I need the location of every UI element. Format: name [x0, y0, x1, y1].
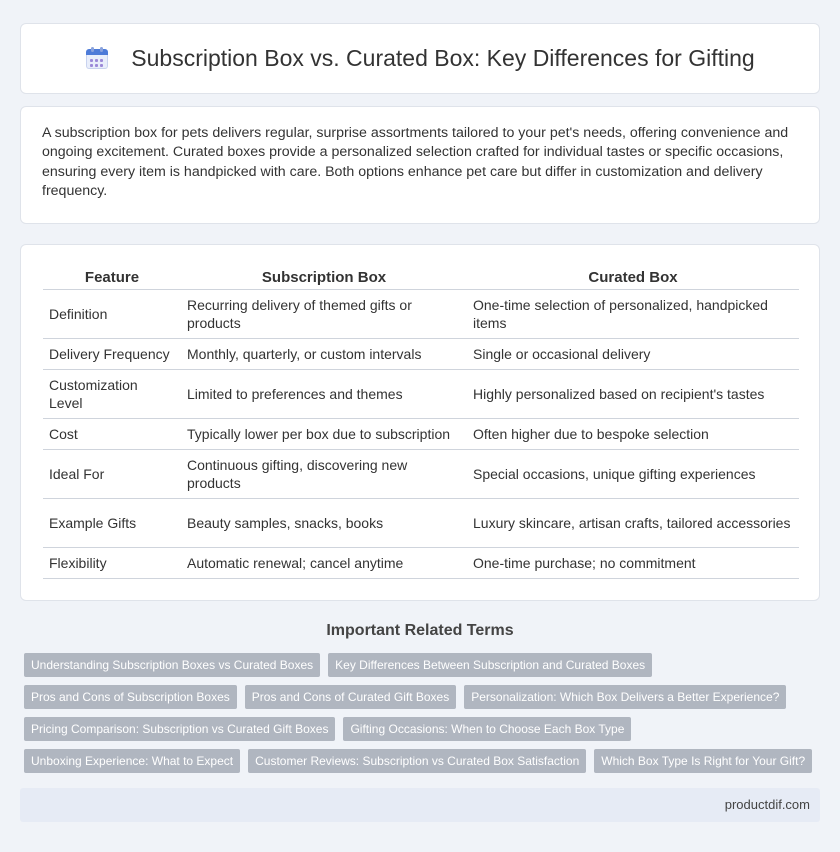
related-term-link[interactable]: Pros and Cons of Subscription Boxes	[24, 685, 237, 709]
related-term-link[interactable]: Key Differences Between Subscription and Curated Boxes	[328, 653, 652, 677]
related-term-link[interactable]: Customer Reviews: Subscription vs Curated Box Satisfaction	[248, 749, 586, 773]
footer	[20, 788, 820, 822]
cell-feature: Example Gifts	[43, 498, 181, 547]
header-card	[20, 23, 820, 94]
comparison-table	[43, 265, 799, 579]
related-term-link[interactable]: Unboxing Experience: What to Expect	[24, 749, 240, 773]
cell-subscription: Monthly, quarterly, or custom intervals	[181, 338, 467, 369]
related-term-link[interactable]: Understanding Subscription Boxes vs Curated Boxes	[24, 653, 320, 677]
related-term-link[interactable]: Personalization: Which Box Delivers a Better Experience?	[464, 685, 786, 709]
calendar-icon	[85, 47, 109, 71]
table-row	[43, 449, 799, 498]
column-header-feature: Feature	[43, 265, 181, 289]
cell-subscription: Continuous gifting, discovering new products	[181, 449, 467, 498]
tag-row	[24, 717, 824, 741]
table-row	[43, 289, 799, 338]
cell-subscription: Beauty samples, snacks, books	[181, 498, 467, 547]
related-term-link[interactable]: Gifting Occasions: When to Choose Each Box Type	[343, 717, 631, 741]
table-row	[43, 547, 799, 578]
cell-curated: One-time purchase; no commitment	[467, 547, 799, 578]
cell-feature: Definition	[43, 289, 181, 338]
related-terms-title: Important Related Terms	[326, 622, 514, 639]
footer-site-link[interactable]: productdif.com	[724, 797, 810, 812]
tag-row	[24, 685, 824, 709]
cell-feature: Customization Level	[43, 369, 181, 418]
table-row	[43, 338, 799, 369]
cell-feature: Flexibility	[43, 547, 181, 578]
tag-row	[24, 653, 824, 677]
column-header-subscription: Subscription Box	[181, 265, 467, 289]
cell-curated: Often higher due to bespoke selection	[467, 418, 799, 449]
table-header-row	[43, 265, 799, 289]
cell-feature: Delivery Frequency	[43, 338, 181, 369]
table-row	[43, 498, 799, 547]
cell-curated: Highly personalized based on recipient's tastes	[467, 369, 799, 418]
cell-curated: Luxury skincare, artisan crafts, tailored accessories	[467, 498, 799, 547]
cell-subscription: Limited to preferences and themes	[181, 369, 467, 418]
related-term-link[interactable]: Pricing Comparison: Subscription vs Curated Gift Boxes	[24, 717, 335, 741]
page-title: Subscription Box vs. Curated Box: Key Differences for Gifting	[131, 45, 755, 71]
title-wrap	[85, 45, 754, 72]
cell-feature: Cost	[43, 418, 181, 449]
cell-curated: Single or occasional delivery	[467, 338, 799, 369]
cell-feature: Ideal For	[43, 449, 181, 498]
cell-subscription: Automatic renewal; cancel anytime	[181, 547, 467, 578]
column-header-curated: Curated Box	[467, 265, 799, 289]
cell-subscription: Recurring delivery of themed gifts or products	[181, 289, 467, 338]
related-term-link[interactable]: Pros and Cons of Curated Gift Boxes	[245, 685, 456, 709]
tag-row	[24, 749, 824, 773]
related-terms-tags	[24, 653, 824, 781]
related-term-link[interactable]: Which Box Type Is Right for Your Gift?	[594, 749, 812, 773]
table-row	[43, 369, 799, 418]
cell-subscription: Typically lower per box due to subscription	[181, 418, 467, 449]
comparison-table-card	[20, 244, 820, 601]
intro-card	[20, 106, 820, 224]
intro-text: A subscription box for pets delivers regular, surprise assortments tailored to your pet's needs, offering convenience and ongoing excitement. Curated boxes provide a personalized selection crafted for individual tastes or specific occasions, ensuring every item is handpicked with care. Both options enhance pet care but differ in customization and delivery frequency.	[42, 125, 789, 200]
cell-curated: One-time selection of personalized, handpicked items	[467, 289, 799, 338]
table-row	[43, 418, 799, 449]
cell-curated: Special occasions, unique gifting experiences	[467, 449, 799, 498]
